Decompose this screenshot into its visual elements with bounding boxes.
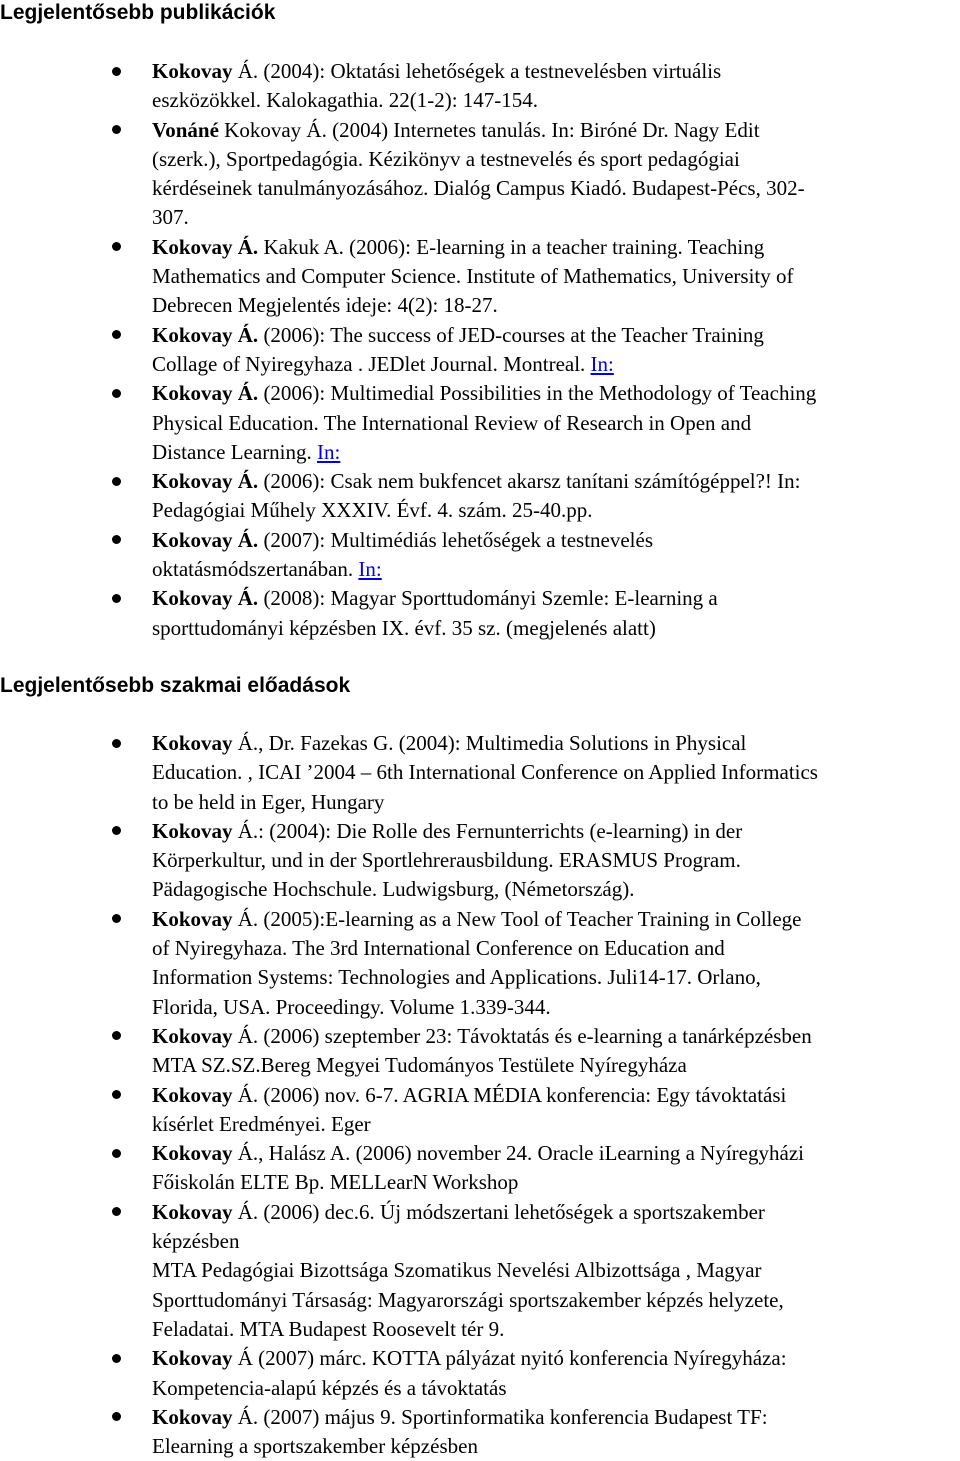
entry-text: Á (2007) márc. KOTTA pályázat nyitó konferencia Nyíregyháza: (232, 1346, 787, 1371)
entry-text: (2006): The success of JED-courses at the Teacher Training (258, 322, 764, 347)
bullet-icon (112, 67, 121, 76)
list-item (0, 1022, 960, 1081)
entry-text: Kokovay Á. (2004) Internetes tanulás. In: Biróné Dr. Nagy Edit (218, 117, 760, 142)
entry-line (152, 1081, 960, 1110)
publications-list (0, 57, 960, 643)
bullet-icon (112, 477, 121, 486)
author-name: Kokovay (152, 1404, 233, 1429)
entry-line: képzésben (152, 1229, 240, 1254)
entry-line (152, 1198, 960, 1227)
list-item (0, 817, 960, 905)
entry-line: Körperkultur, und in der Sportlehrerausbildung. ERASMUS Program. (152, 848, 741, 873)
bullet-icon (112, 826, 121, 835)
entry-line (152, 350, 960, 379)
bullet-icon (112, 1354, 121, 1363)
list-item (0, 729, 960, 817)
entry-line (152, 1344, 960, 1373)
entry-text: Á. (2006) szeptember 23: Távoktatás és e-learning a tanárképzésben (232, 1023, 812, 1048)
list-item (0, 905, 960, 1022)
entry-line: Physical Education. The International Review of Research in Open and (152, 410, 752, 435)
bullet-icon (112, 389, 121, 398)
entry-text: (2007): Multimédiás lehetőségek a testnevelés (258, 527, 653, 552)
entry-line: Mathematics and Computer Science. Institute of Mathematics, University of (152, 264, 794, 289)
in-link[interactable]: In: (317, 439, 341, 464)
entry-line (152, 379, 960, 408)
entry-line (152, 1139, 960, 1168)
entry-line: to be held in Eger, Hungary (152, 789, 385, 814)
bullet-icon (112, 1149, 121, 1158)
bullet-icon (112, 535, 121, 544)
entry-line: Kompetencia-alapú képzés és a távoktatás (152, 1375, 507, 1400)
entry-line: Feladatai. MTA Budapest Roosevelt tér 9. (152, 1316, 505, 1341)
author-name: Kokovay (152, 1199, 233, 1224)
list-item (0, 1081, 960, 1140)
author-name: Vonáné (152, 117, 219, 142)
entry-line (152, 817, 960, 846)
section-heading-publications: Legjelentősebb publikációk (0, 1, 276, 24)
entry-line (152, 321, 960, 350)
author-name: Kokovay (152, 1082, 233, 1107)
bullet-icon (112, 125, 121, 134)
list-item (0, 467, 960, 526)
entry-line: Főiskolán ELTE Bp. MELLearN Workshop (152, 1170, 519, 1195)
entry-line: 307. (152, 205, 189, 230)
entry-text: (2006): Csak nem bukfencet akarsz tanítani számítógéppel?! In: (258, 469, 801, 494)
entry-text: Á. (2007) május 9. Sportinformatika konferencia Budapest TF: (232, 1404, 768, 1429)
entry-line (152, 555, 960, 584)
entry-line: Debrecen Megjelentés ideje: 4(2): 18-27. (152, 293, 498, 318)
in-link[interactable]: In: (590, 351, 614, 376)
entry-line (152, 467, 960, 496)
author-name: Kokovay Á. (152, 381, 259, 406)
list-item (0, 1403, 960, 1461)
entry-line: MTA SZ.SZ.Bereg Megyei Tudományos Testülete Nyíregyháza (152, 1053, 687, 1078)
bullet-icon (112, 1207, 121, 1216)
entry-text: Distance Learning. (152, 439, 318, 464)
list-item (0, 57, 960, 116)
entry-line (152, 1403, 960, 1432)
list-item (0, 1198, 960, 1344)
entry-line: Information Systems: Technologies and Applications. Juli14-17. Orlano, (152, 965, 761, 990)
entry-line: MTA Pedagógiai Bizottsága Szomatikus Nevelési Albizottsága , Magyar (152, 1258, 762, 1283)
entry-line (152, 438, 960, 467)
list-item (0, 233, 960, 321)
author-name: Kokovay Á. (152, 322, 259, 347)
entry-line: Pädagogische Hochschule. Ludwigsburg, (Németország). (152, 877, 635, 902)
list-item (0, 584, 960, 643)
presentations-list (0, 729, 960, 1461)
entry-line (152, 905, 960, 934)
entry-line: Florida, USA. Proceedingy. Volume 1.339-344. (152, 994, 551, 1019)
section-heading-presentations: Legjelentősebb szakmai előadások (0, 674, 351, 697)
entry-line: eszközökkel. Kalokagathia. 22(1-2): 147-154. (152, 88, 539, 113)
author-name: Kokovay (152, 731, 233, 755)
bullet-icon (112, 739, 121, 748)
bullet-icon (112, 914, 121, 923)
entry-text: (2006): Multimedial Possibilities in the Methodology of Teaching (258, 381, 817, 406)
author-name: Kokovay Á. (152, 586, 259, 611)
author-name: Kokovay (152, 1023, 233, 1048)
entry-line: kísérlet Eredményei. Eger (152, 1111, 371, 1136)
in-link[interactable]: In: (358, 557, 382, 582)
entry-line: Pedagógiai Műhely XXXIV. Évf. 4. szám. 25-40.pp. (152, 498, 593, 523)
entry-line (152, 526, 960, 555)
entry-text: Á.: (2004): Die Rolle des Fernunterrichts (e-learning) in der (232, 818, 743, 843)
entry-line: (szerk.), Sportpedagógia. Kézikönyv a testnevelés és sport pedagógiai (152, 146, 740, 171)
entry-line (152, 233, 960, 262)
author-name: Kokovay Á. (152, 469, 259, 494)
entry-line (152, 1022, 960, 1051)
author-name: Kokovay (152, 59, 233, 83)
list-item (0, 379, 960, 467)
entry-line: Sporttudományi Társaság: Magyarországi sportszakember képzés helyzete, (152, 1287, 784, 1312)
list-item (0, 116, 960, 233)
bullet-icon (112, 1090, 121, 1099)
entry-line: kérdéseinek tanulmányozásához. Dialóg Campus Kiadó. Budapest-Pécs, 302- (152, 176, 805, 201)
entry-line (152, 584, 960, 613)
entry-text: Kakuk A. (2006): E-learning in a teacher training. Teaching (258, 234, 765, 259)
entry-text: Á. (2005):E-learning as a New Tool of Teacher Training in College (232, 906, 802, 931)
bullet-icon (112, 1031, 121, 1040)
entry-line (152, 729, 960, 758)
entry-text: Á. (2006) dec.6. Új módszertani lehetőségek a sportszakember (232, 1199, 765, 1224)
entry-line: Elearning a sportszakember képzésben (152, 1434, 478, 1459)
list-item (0, 526, 960, 585)
author-name: Kokovay (152, 906, 233, 931)
entry-text: Á., Halász A. (2006) november 24. Oracle iLearning a Nyíregyházi (232, 1141, 804, 1166)
bullet-icon (112, 1412, 121, 1421)
author-name: Kokovay Á. (152, 234, 259, 259)
author-name: Kokovay (152, 1141, 233, 1166)
entry-line (152, 57, 960, 86)
entry-line: of Nyiregyhaza. The 3rd International Conference on Education and (152, 936, 725, 961)
entry-text: oktatásmódszertanában. (152, 557, 359, 582)
list-item (0, 321, 960, 380)
list-item (0, 1344, 960, 1403)
author-name: Kokovay (152, 818, 233, 843)
entry-line (152, 116, 960, 145)
entry-text: Á., Dr. Fazekas G. (2004): Multimedia Solutions in Physical (232, 731, 747, 755)
entry-text: (2008): Magyar Sporttudományi Szemle: E-learning a (258, 586, 718, 611)
bullet-icon (112, 330, 121, 339)
entry-text: Collage of Nyiregyhaza . JEDlet Journal. Montreal. (152, 351, 591, 376)
list-item (0, 1139, 960, 1198)
bullet-icon (112, 242, 121, 251)
entry-line: Education. , ICAI ’2004 – 6th International Conference on Applied Informatics (152, 760, 818, 785)
entry-text: Á. (2004): Oktatási lehetőségek a testnevelésben virtuális (232, 59, 722, 83)
entry-text: Á. (2006) nov. 6-7. AGRIA MÉDIA konferencia: Egy távoktatási (232, 1082, 787, 1107)
bullet-icon (112, 594, 121, 603)
entry-line: sporttudományi képzésben IX. évf. 35 sz. (megjelenés alatt) (152, 615, 656, 640)
author-name: Kokovay (152, 1346, 233, 1371)
author-name: Kokovay Á. (152, 527, 259, 552)
